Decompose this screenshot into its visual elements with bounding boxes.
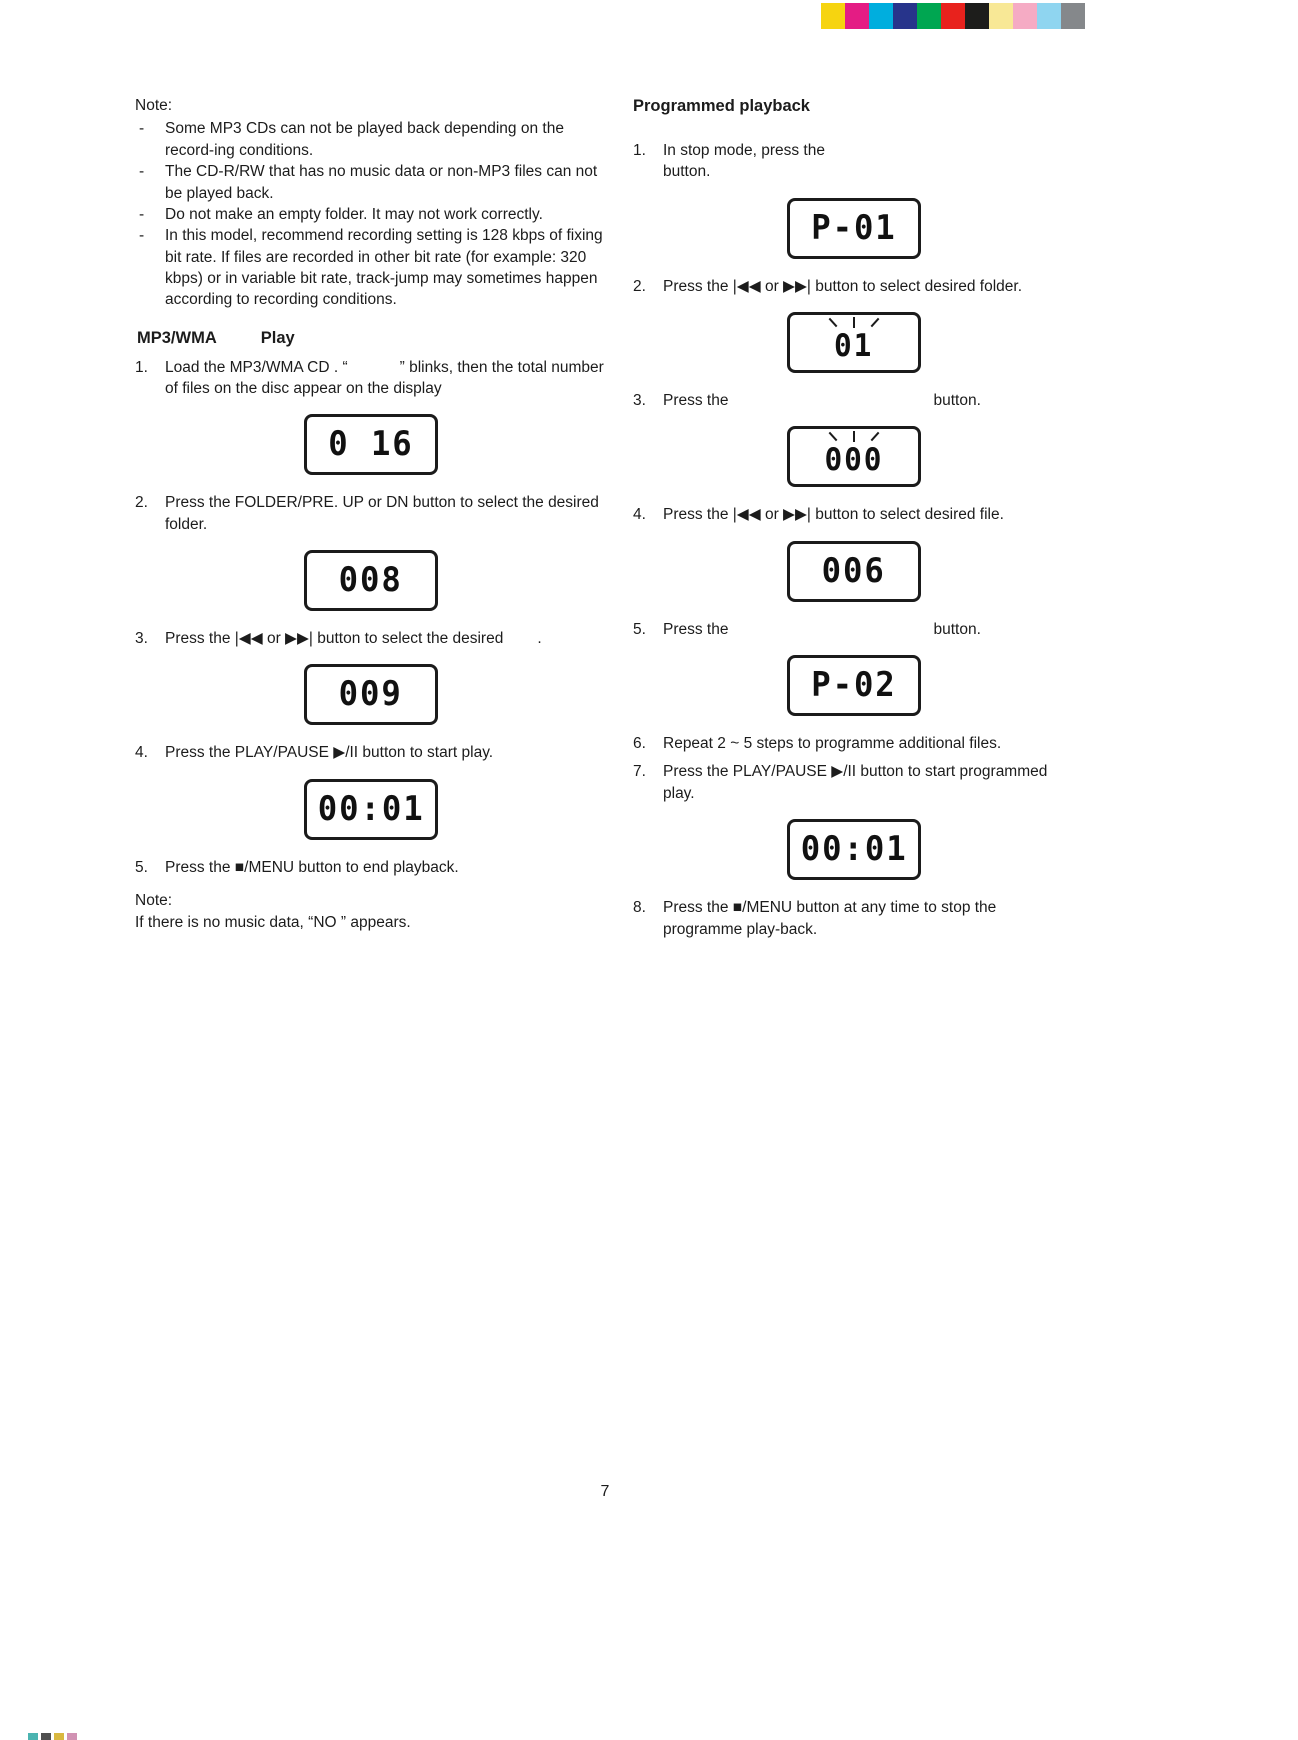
step [135, 492, 607, 535]
lcd-display [304, 550, 438, 611]
step-text [663, 390, 1075, 411]
step-number: 5. [135, 858, 148, 876]
lcd-display-blinking [787, 426, 921, 487]
registration-mark [67, 1733, 77, 1740]
step [633, 504, 1075, 525]
step-number: 8. [633, 899, 646, 917]
step [135, 857, 607, 878]
step-number: 7. [633, 763, 646, 781]
step-number: 4. [633, 506, 646, 524]
step-text-pre: Press the [663, 391, 729, 409]
lcd-display [304, 779, 438, 840]
step-text-pre: Press the |◀◀ or ▶▶| button to select the desired [165, 630, 504, 648]
note-item [135, 225, 607, 311]
manual-page-content [135, 95, 1075, 940]
note-bullet: - [139, 227, 145, 245]
step-text: Repeat 2 ~ 5 steps to programme additional files. [663, 735, 1002, 753]
step-number: 1. [135, 358, 148, 376]
lcd-display-row [633, 655, 1075, 716]
color-swatch [845, 3, 869, 29]
step [135, 628, 607, 649]
note-bullet: - [139, 163, 145, 181]
step-number: 3. [633, 391, 646, 409]
step-text-pre: Press the [663, 620, 729, 638]
color-swatch [965, 3, 989, 29]
step-text: Press the ■/MENU button at any time to stop the programme play-back. [663, 899, 997, 938]
lcd-display [787, 655, 921, 716]
step-text: Press the PLAY/PAUSE ▶/II button to start programmed play. [663, 763, 1048, 802]
lcd-digits: P-01 [811, 207, 897, 248]
step [633, 390, 1075, 411]
note-text: The CD-R/RW that has no music data or non-MP3 files can not be played back. [165, 163, 598, 202]
note-heading: Note: [135, 97, 173, 114]
print-color-bar [821, 3, 1085, 29]
note-text: In this model, recommend recording setting is 128 kbps of fixing bit rate. If files are recorded in other bit rate (for example: 320 kbps) or in variable bit rate, track-jump may sometimes happen according to recording conditions. [165, 227, 603, 309]
lcd-digits: 00:01 [800, 829, 908, 870]
section-title-part2: Play [260, 328, 295, 347]
color-swatch [917, 3, 941, 29]
note-heading: Note: [135, 892, 173, 910]
step-number: 2. [135, 494, 148, 512]
color-swatch [1013, 3, 1037, 29]
step-number: 2. [633, 277, 646, 295]
lcd-digits: 008 [338, 560, 404, 601]
step-text-pre: Load the MP3/WMA CD . “ [165, 358, 348, 376]
right-column [633, 95, 1075, 940]
step-number: 3. [135, 630, 148, 648]
registration-mark [28, 1733, 38, 1740]
step-number: 4. [135, 744, 148, 762]
lcd-display-row [135, 779, 607, 840]
page-number: 7 [600, 1483, 610, 1500]
step [633, 897, 1075, 940]
left-column [135, 95, 607, 940]
lcd-digits: P-02 [811, 665, 897, 706]
lcd-digits: 006 [821, 550, 887, 591]
step-number: 1. [633, 141, 646, 159]
lcd-digits: 00:01 [317, 788, 425, 829]
note-item [135, 118, 607, 161]
step-text: Press the |◀◀ or ▶▶| button to select desired folder. [663, 277, 1023, 295]
step-text-post: ” blinks, then the total number of files on the disc appear on the display [165, 358, 604, 397]
step-text-pre: In stop mode, press the [663, 141, 825, 159]
print-registration-marks [28, 1733, 77, 1740]
lcd-display [304, 664, 438, 725]
step-text [165, 357, 607, 400]
lcd-display-row [633, 819, 1075, 880]
note-item [135, 204, 607, 225]
step [633, 733, 1075, 754]
section-title-programmed-playback: Programmed playback [633, 97, 810, 115]
step-text-post: . [537, 630, 542, 648]
color-swatch [869, 3, 893, 29]
note-bullet: - [139, 205, 145, 223]
step-number: 5. [633, 620, 646, 638]
color-swatch [1061, 3, 1085, 29]
lcd-digits: 009 [338, 674, 404, 715]
lcd-display-row [633, 312, 1075, 373]
lcd-display-row [633, 198, 1075, 259]
step-text-post: button. [663, 163, 711, 181]
lcd-display [787, 819, 921, 880]
step [633, 276, 1075, 297]
color-swatch [1037, 3, 1061, 29]
lcd-display [304, 414, 438, 475]
step-text [663, 140, 1075, 183]
lcd-digits: 000 [824, 442, 884, 479]
registration-mark [41, 1733, 51, 1740]
step [135, 742, 607, 763]
lcd-display-row [135, 550, 607, 611]
note-bullet: - [139, 120, 145, 138]
lcd-digits: 01 [834, 328, 874, 364]
note-item [135, 161, 607, 204]
section-title-mp3-wma-play [137, 327, 607, 350]
color-swatch [893, 3, 917, 29]
color-swatch [941, 3, 965, 29]
step-text [165, 628, 607, 649]
step-text: Press the ■/MENU button to end playback. [165, 858, 459, 876]
lcd-display-row [135, 664, 607, 725]
section-title-part1: MP3/WMA [137, 328, 217, 347]
step-text [663, 619, 1075, 640]
note-text: Do not make an empty folder. It may not work correctly. [165, 205, 543, 223]
lcd-display-row [135, 414, 607, 475]
step-text-post: button. [933, 620, 981, 638]
note-text: If there is no music data, “NO ” appears. [135, 913, 411, 931]
registration-mark [54, 1733, 64, 1740]
lcd-display-row [633, 541, 1075, 602]
lcd-display-blinking [787, 312, 921, 373]
step-text: Press the FOLDER/PRE. UP or DN button to select the desired folder. [165, 494, 599, 533]
step [135, 357, 607, 400]
step [633, 140, 1075, 183]
note-block [135, 890, 607, 933]
step-text-post: button. [933, 391, 981, 409]
lcd-display [787, 198, 921, 259]
color-swatch [821, 3, 845, 29]
step-number: 6. [633, 735, 646, 753]
lcd-display-row [633, 426, 1075, 487]
step [633, 619, 1075, 640]
lcd-display [787, 541, 921, 602]
step-text: Press the |◀◀ or ▶▶| button to select desired file. [663, 506, 1004, 524]
step-text: Press the PLAY/PAUSE ▶/II button to start play. [165, 744, 494, 762]
lcd-digits: 0 16 [328, 424, 414, 465]
step [633, 761, 1075, 804]
note-text: Some MP3 CDs can not be played back depending on the record-ing conditions. [165, 120, 564, 159]
color-swatch [989, 3, 1013, 29]
